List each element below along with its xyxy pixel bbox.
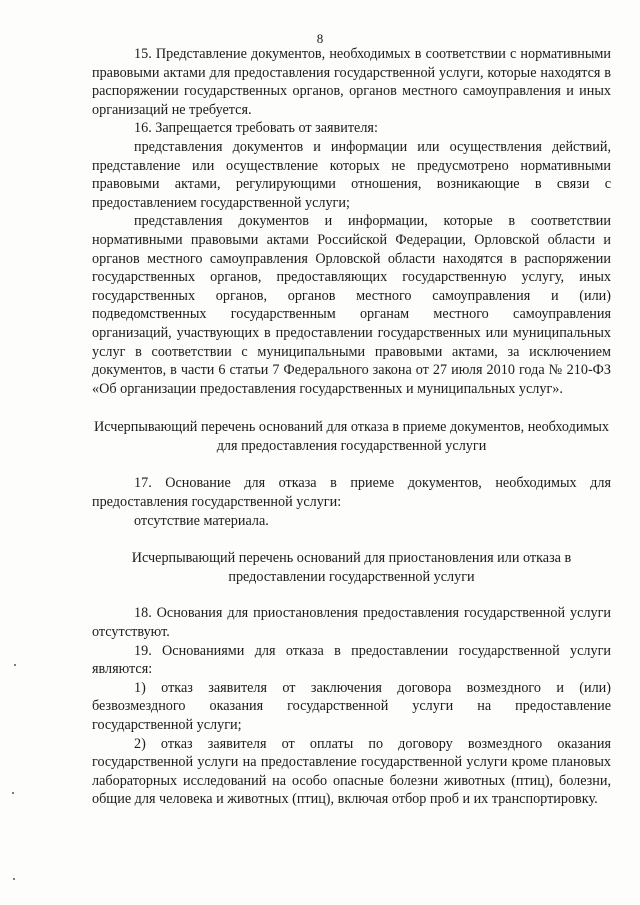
paragraph-15: 15. Представление документов, необходимых в соответствии с нормативными правовыми актами для предоставления государственной услуги, которые находятся в распоряжении государственных органов, органов местного самоуправления и иных организаций не требуется.	[92, 46, 611, 118]
section-heading-refusal-acceptance: Исчерпывающий перечень оснований для отказа в приеме документов, необходимых для предоставления государственной услуги	[93, 419, 610, 454]
paragraph-18: 18. Основания для приостановления предоставления государственной услуги отсутствуют.	[92, 605, 611, 641]
paragraph-16-item-2: представления документов и информации, которые в соответствии нормативными правовыми актами Российской Федерации, Орловской области и органов местного самоуправления Орловской области находятся в распоряжении государственных органов, предоставляющих государственную услугу, иных государственных органов, органов местного самоуправления и (или) подведомственных государственным органам местного самоуправления организаций, участвующих в предоставлении государственных или муниципальных услуг в соответствии с муниципальными правовыми актами, за исключением документов, в части 6 статьи 7 Федерального закона от 27 июля 2010 года № 210-ФЗ «Об организации предоставления государственных и муниципальных услуг».	[92, 213, 611, 397]
scan-speck	[14, 664, 16, 666]
page-number: 8	[316, 31, 324, 46]
paragraph-19-item-1: 1) отказ заявителя от заключения договора возмездного и (или) безвозмездного оказания государственной услуги на предоставление государственной услуги;	[92, 679, 611, 733]
scan-speck	[13, 878, 15, 880]
paragraph-17: 17. Основание для отказа в приеме документов, необходимых для предоставления государственной услуги:	[92, 475, 611, 511]
paragraph-19: 19. Основаниями для отказа в предоставлении государственной услуги являются:	[92, 642, 611, 678]
section-heading-suspension-refusal: Исчерпывающий перечень оснований для приостановления или отказа в предоставлении государственной услуги	[131, 550, 572, 585]
scan-speck	[12, 792, 14, 794]
document-body	[92, 45, 611, 809]
paragraph-16-item-1: представления документов и информации или осуществления действий, представление или осуществление которых не предусмотрено нормативными правовыми актами, регулирующими отношения, возникающие в связи с предоставлением государственной услуги;	[92, 138, 611, 211]
paragraph-19-item-2: 2) отказ заявителя от оплаты по договору возмездного оказания государственной услуги на предоставление государственной услуги кроме плановых лабораторных исследований на особо опасные болезни животных (птиц), болезни, общие для человека и животных (птиц), включая отбор проб и их транспортировку.	[92, 735, 611, 808]
paragraph-16: 16. Запрещается требовать от заявителя:	[134, 120, 378, 137]
paragraph-17-item: отсутствие материала.	[134, 512, 269, 529]
